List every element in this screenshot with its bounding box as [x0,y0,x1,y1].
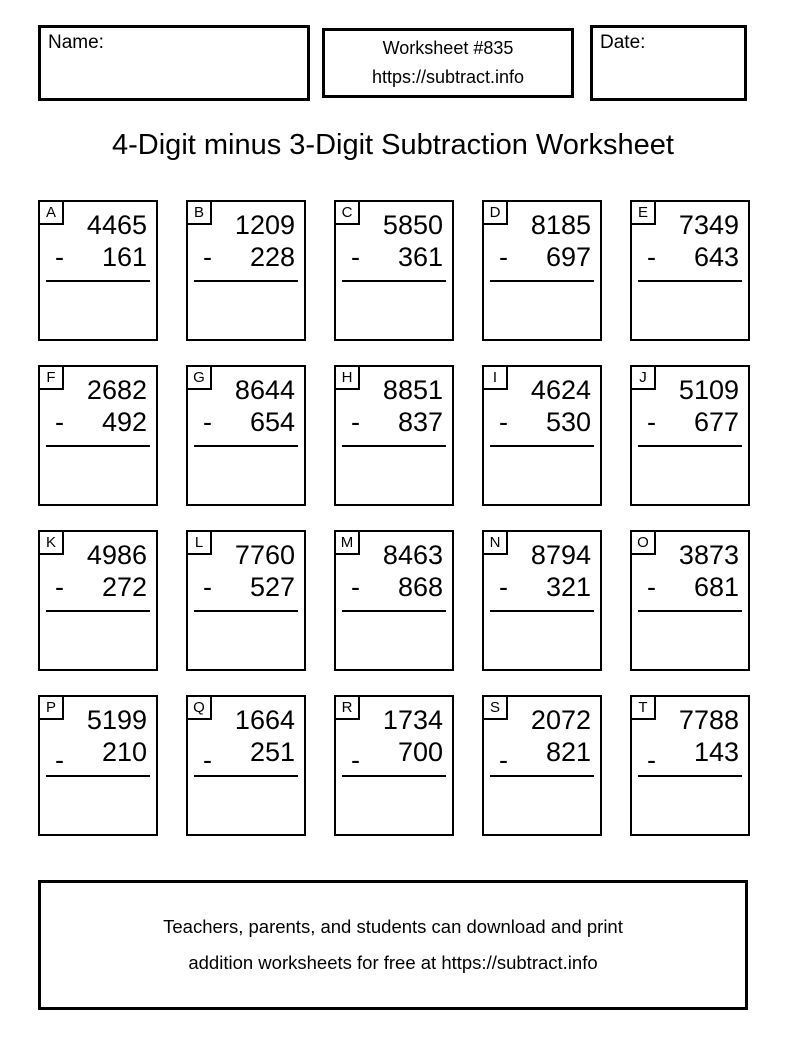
answer-space [484,777,600,829]
subtrahend-row [484,571,600,604]
problem-letter-badge: O [630,530,656,555]
minuend-value: 7349 [678,210,739,240]
minus-operator: - [203,745,212,775]
answer-space [40,282,156,334]
minus-operator: - [55,407,64,437]
minuend-value: 8644 [234,375,295,405]
subtrahend-value: 527 [249,572,295,602]
minuend-value: 8463 [382,540,443,570]
problem-card [186,695,306,836]
problem-letter-badge: F [38,365,64,390]
answer-space [632,447,748,499]
subtrahend-value: 697 [545,242,591,272]
subtrahend-row [632,241,748,274]
footer-line-2: addition worksheets for free at https://subtract.info [188,952,598,973]
minuend-value: 5199 [86,705,147,735]
problem-letter-badge: R [334,695,360,720]
subtrahend-row [188,571,304,604]
minus-operator: - [647,407,656,437]
subtrahend-row [188,406,304,439]
problem-card [38,200,158,341]
minuend-value: 2682 [86,375,147,405]
subtrahend-row [40,241,156,274]
subtrahend-value: 837 [397,407,443,437]
minus-operator: - [351,745,360,775]
answer-space [632,282,748,334]
problem-letter-badge: J [630,365,656,390]
answer-space [188,447,304,499]
answer-space [336,612,452,664]
problem-card [334,530,454,671]
problem-card [334,365,454,506]
minuend-value: 7760 [234,540,295,570]
problem-card [334,695,454,836]
minuend-value: 8851 [382,375,443,405]
problem-letter-badge: S [482,695,508,720]
subtrahend-value: 654 [249,407,295,437]
minuend-value: 2072 [530,705,591,735]
problem-card [482,200,602,341]
problem-card [186,365,306,506]
worksheet-url: https://subtract.info [371,67,525,87]
problem-letter-badge: T [630,695,656,720]
subtrahend-row [484,736,600,775]
footer-box [38,880,748,1010]
date-label: Date: [600,32,646,53]
problems-grid [38,200,750,836]
subtrahend-value: 251 [249,737,295,767]
minuend-value: 1734 [382,705,443,735]
worksheet-number: Worksheet #835 [382,38,514,58]
subtrahend-row [336,406,452,439]
subtrahend-value: 210 [101,737,147,767]
minus-operator: - [203,242,212,272]
minuend-value: 8185 [530,210,591,240]
minuend-value: 1664 [234,705,295,735]
problem-card [630,695,750,836]
subtrahend-value: 530 [545,407,591,437]
subtrahend-value: 868 [397,572,443,602]
minus-operator: - [647,572,656,602]
problem-card [482,530,602,671]
problem-card [630,365,750,506]
problem-card [38,530,158,671]
minuend-value: 4465 [86,210,147,240]
minus-operator: - [499,242,508,272]
minuend-value: 5850 [382,210,443,240]
minuend-value: 5109 [678,375,739,405]
subtrahend-row [40,406,156,439]
subtrahend-value: 681 [693,572,739,602]
subtrahend-value: 821 [545,737,591,767]
subtrahend-row [336,571,452,604]
minuend-value: 4624 [530,375,591,405]
answer-space [40,777,156,829]
minus-operator: - [499,745,508,775]
problem-letter-badge: P [38,695,64,720]
problem-card [630,530,750,671]
subtrahend-row [40,571,156,604]
subtrahend-row [336,736,452,775]
minuend-value: 3873 [678,540,739,570]
minus-operator: - [203,407,212,437]
problem-letter-badge: G [186,365,212,390]
minus-operator: - [351,242,360,272]
answer-space [188,282,304,334]
subtrahend-row [484,241,600,274]
problem-card [630,200,750,341]
problem-letter-badge: C [334,200,360,225]
answer-space [484,447,600,499]
minus-operator: - [351,407,360,437]
minus-operator: - [203,572,212,602]
minus-operator: - [55,572,64,602]
problem-card [334,200,454,341]
subtrahend-row [484,406,600,439]
subtrahend-value: 272 [101,572,147,602]
problem-letter-badge: M [334,530,360,555]
minus-operator: - [55,242,64,272]
problem-letter-badge: K [38,530,64,555]
problem-letter-badge: N [482,530,508,555]
minus-operator: - [351,572,360,602]
answer-space [188,612,304,664]
minus-operator: - [55,745,64,775]
subtrahend-row [188,736,304,775]
name-field-box [38,25,310,101]
answer-space [484,282,600,334]
problem-card [186,530,306,671]
problem-letter-badge: E [630,200,656,225]
footer-line-1: Teachers, parents, and students can download and print [163,916,623,937]
answer-space [632,612,748,664]
problem-card [38,695,158,836]
subtrahend-value: 361 [397,242,443,272]
answer-space [484,612,600,664]
problem-card [38,365,158,506]
subtrahend-value: 700 [397,737,443,767]
subtrahend-row [632,736,748,775]
answer-space [40,447,156,499]
subtrahend-value: 492 [101,407,147,437]
subtrahend-value: 143 [693,737,739,767]
minus-operator: - [647,242,656,272]
subtrahend-value: 161 [101,242,147,272]
subtrahend-row [188,241,304,274]
date-field-box [590,25,747,101]
answer-space [188,777,304,829]
minus-operator: - [499,407,508,437]
problem-card [186,200,306,341]
subtrahend-row [632,571,748,604]
minuend-value: 8794 [530,540,591,570]
problem-letter-badge: D [482,200,508,225]
subtrahend-value: 643 [693,242,739,272]
subtrahend-row [40,736,156,775]
problem-letter-badge: H [334,365,360,390]
subtrahend-row [632,406,748,439]
problem-letter-badge: A [38,200,64,225]
subtrahend-value: 321 [545,572,591,602]
worksheet-info-box [322,28,574,98]
answer-space [336,777,452,829]
subtrahend-value: 677 [693,407,739,437]
problem-card [482,365,602,506]
problem-letter-badge: Q [186,695,212,720]
minus-operator: - [647,745,656,775]
minuend-value: 1209 [234,210,295,240]
minus-operator: - [499,572,508,602]
problem-card [482,695,602,836]
minuend-value: 4986 [86,540,147,570]
answer-space [632,777,748,829]
subtrahend-row [336,241,452,274]
minuend-value: 7788 [678,705,739,735]
page-title: 4-Digit minus 3-Digit Subtraction Worksheet [112,129,674,161]
answer-space [336,447,452,499]
answer-space [336,282,452,334]
name-label: Name: [48,32,104,53]
answer-space [40,612,156,664]
problem-letter-badge: B [186,200,212,225]
problem-letter-badge: L [186,530,212,555]
subtrahend-value: 228 [249,242,295,272]
problem-letter-badge: I [482,365,508,390]
